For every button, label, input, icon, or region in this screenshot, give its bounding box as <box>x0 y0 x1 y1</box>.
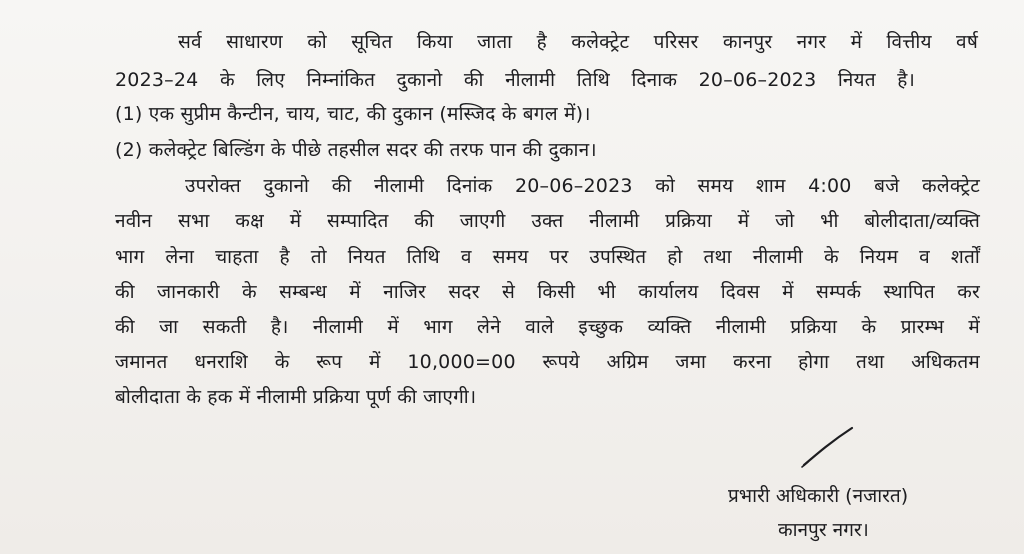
notice-line-5: उपरोक्त दुकानो की नीलामी दिनांक 20–06–2023 को समय शाम 4:00 बजे कलेक्ट्रेट <box>185 175 980 197</box>
notice-line-6: नवीन सभा कक्ष में सम्पादित की जाएगी उक्त नीलामी प्रक्रिया में जो भी बोलीदाता/व्यक्ति <box>115 210 980 232</box>
notice-line-8: की जानकारी के सम्बन्ध में नाजिर सदर से किसी भी कार्यालय दिवस में सम्पर्क स्थापित कर <box>115 281 980 303</box>
signatory-title: प्रभारी अधिकारी (नजारत) <box>728 485 909 507</box>
notice-line-11: बोलीदाता के हक में नीलामी प्रक्रिया पूर्ण की जाएगी। <box>115 386 477 408</box>
notice-line-10: जमानत धनराशि के रूप में 10,000=00 रूपये अग्रिम जमा करना होगा तथा अधिकतम <box>115 351 980 373</box>
notice-line-2: 2023–24 के लिए निम्नांकित दुकानो की नीलामी तिथि दिनाक 20–06–2023 नियत है। <box>115 69 915 91</box>
notice-item-1: (1) एक सुप्रीम कैन्टीन, चाय, चाट, की दुकान (मस्जिद के बगल में)। <box>115 103 591 125</box>
notice-line-9: की जा सकती है। नीलामी में भाग लेने वाले इच्छुक व्यक्ति नीलामी प्रक्रिया के प्रारम्भ में <box>115 316 980 338</box>
notice-item-2: (2) कलेक्ट्रेट बिल्डिंग के पीछे तहसील सदर की तरफ पान की दुकान। <box>115 139 597 161</box>
notice-line-7: भाग लेना चाहता है तो नियत तिथि व समय पर उपस्थित हो तथा नीलामी के नियम व शर्तों <box>115 246 980 268</box>
signatory-place: कानपुर नगर। <box>778 519 869 541</box>
signature-mark <box>800 425 860 470</box>
notice-line-1: सर्व साधारण को सूचित किया जाता है कलेक्ट्रेट परिसर कानपुर नगर में वित्तीय वर्ष <box>178 31 978 53</box>
